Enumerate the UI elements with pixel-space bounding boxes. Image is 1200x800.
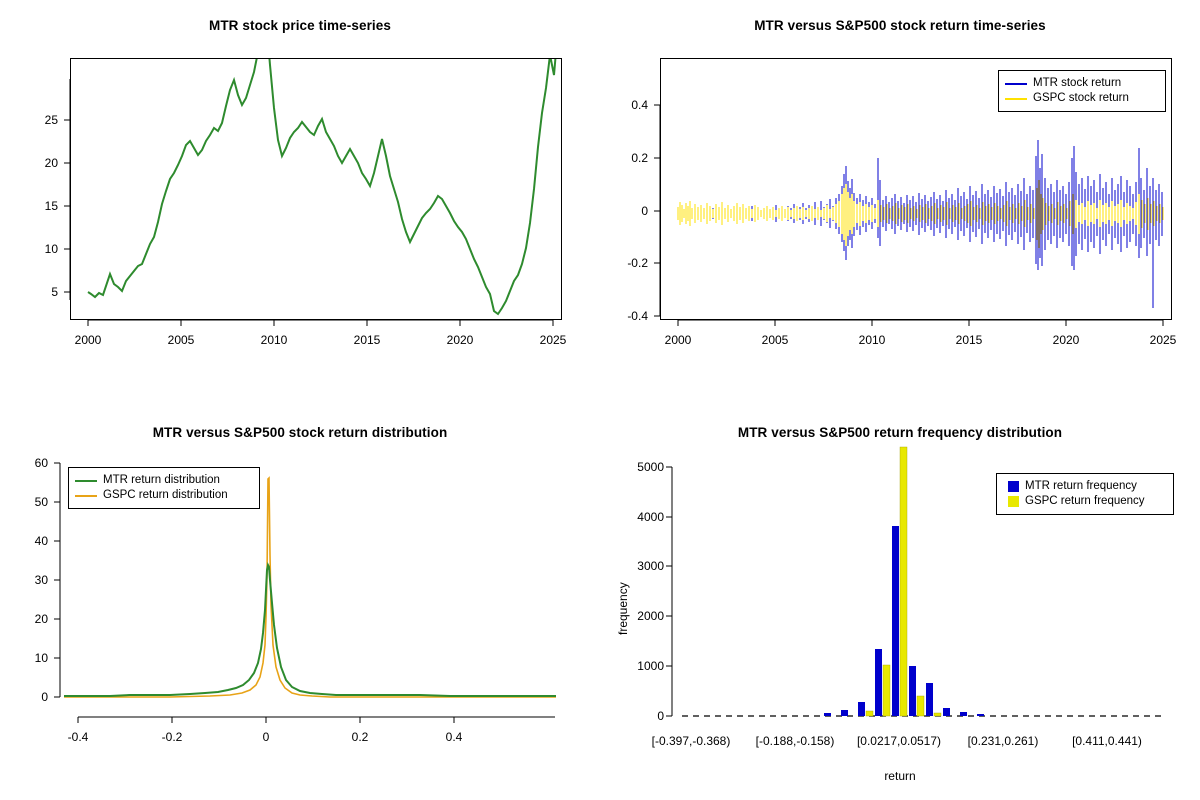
price-xtick-2010: 2010 — [260, 333, 288, 347]
price-ytick-25: 25 — [44, 113, 58, 127]
legend-label-mtr-density: MTR return distribution — [103, 474, 220, 486]
retseries-xtick-2000: 2000 — [664, 333, 692, 347]
density-xtick-02: 0.2 — [351, 730, 369, 744]
density-xtick-m04: -0.4 — [67, 730, 89, 744]
panel-price-series — [0, 8, 600, 398]
gspc-return-spikes — [678, 180, 1163, 248]
price-y-axis — [64, 79, 70, 300]
legend-item-mtr-frequency — [1003, 479, 1166, 494]
frequency-xtick-5: [0.411,0.441) — [1072, 734, 1142, 748]
return-series-legend — [998, 70, 1166, 112]
mtr-density-curve — [64, 565, 556, 696]
return-series-x-axis — [678, 320, 1163, 326]
return-frequency-legend — [996, 473, 1174, 515]
mtr-return-spikes — [678, 140, 1162, 308]
retseries-ytick-m04: -0.4 — [627, 309, 648, 323]
legend-item-gspc-frequency — [1003, 494, 1166, 509]
density-ytick-50: 50 — [34, 495, 48, 509]
panel-return-series — [600, 8, 1200, 398]
density-ytick-10: 10 — [34, 651, 48, 665]
retseries-xtick-2015: 2015 — [955, 333, 983, 347]
frequency-ytick-1000: 1000 — [637, 659, 664, 673]
frequency-xtick-4: [0.231,0.261) — [967, 734, 1039, 748]
legend-swatch-gspc-return — [1005, 98, 1027, 100]
mtr-price-line — [88, 0, 562, 314]
legend-swatch-mtr-return — [1005, 83, 1027, 85]
gspc-density-curve — [64, 478, 556, 697]
retseries-xtick-2010: 2010 — [858, 333, 886, 347]
retseries-xtick-2005: 2005 — [761, 333, 789, 347]
return-density-legend — [68, 467, 260, 509]
price-ytick-20: 20 — [44, 156, 58, 170]
panel-return-series-title: MTR versus S&P500 stock return time-series — [754, 18, 1046, 33]
density-xtick-0: 0 — [262, 730, 270, 744]
price-xtick-2005: 2005 — [167, 333, 195, 347]
return-series-y-axis — [654, 105, 660, 316]
legend-label-gspc-density: GSPC return distribution — [103, 489, 228, 501]
legend-label-gspc-frequency: GSPC return frequency — [1025, 495, 1145, 507]
retseries-xtick-2020: 2020 — [1052, 333, 1080, 347]
legend-swatch-gspc-density — [75, 495, 97, 497]
legend-swatch-mtr-density — [75, 480, 97, 482]
panel-return-frequency — [600, 405, 1200, 800]
frequency-ytick-4000: 4000 — [637, 510, 664, 524]
retseries-ytick-m02: -0.2 — [627, 256, 648, 270]
legend-item-gspc-return — [1005, 91, 1158, 106]
frequency-xtick-1: [-0.397,-0.368) — [651, 734, 731, 748]
frequency-y-axis-title: frequency — [616, 582, 630, 635]
density-ytick-40: 40 — [34, 534, 48, 548]
density-ytick-20: 20 — [34, 612, 48, 626]
legend-item-mtr-density — [75, 473, 252, 488]
frequency-ytick-0: 0 — [657, 709, 664, 723]
price-ytick-15: 15 — [44, 199, 58, 213]
panel-return-frequency-title: MTR versus S&P500 return frequency distribution — [737, 425, 1063, 440]
frequency-x-axis-title: return — [884, 769, 916, 783]
legend-swatch-mtr-frequency — [1008, 481, 1019, 492]
frequency-ytick-5000: 5000 — [637, 460, 664, 474]
panel-return-density-title: MTR versus S&P500 stock return distribution — [152, 425, 448, 440]
retseries-ytick-0: 0 — [641, 204, 648, 218]
density-ytick-0: 0 — [41, 690, 48, 704]
legend-label-mtr-return: MTR stock return — [1033, 77, 1122, 89]
frequency-xtick-2: [-0.188,-0.158) — [755, 734, 835, 748]
retseries-ytick-04: 0.4 — [631, 98, 648, 112]
price-xtick-2000: 2000 — [74, 333, 102, 347]
frequency-ytick-2000: 2000 — [637, 609, 664, 623]
legend-label-mtr-frequency: MTR return frequency — [1025, 480, 1137, 492]
price-ytick-5: 5 — [51, 285, 58, 299]
price-xtick-2015: 2015 — [353, 333, 381, 347]
retseries-xtick-2025: 2025 — [1149, 333, 1177, 347]
retseries-ytick-02: 0.2 — [631, 151, 648, 165]
legend-item-mtr-return — [1005, 76, 1158, 91]
legend-item-gspc-density — [75, 488, 252, 503]
price-x-axis — [88, 320, 553, 326]
density-xtick-m02: -0.2 — [161, 730, 183, 744]
legend-swatch-gspc-frequency — [1008, 496, 1019, 507]
legend-label-gspc-return: GSPC stock return — [1033, 92, 1129, 104]
panel-return-density — [0, 405, 600, 795]
density-ytick-30: 30 — [34, 573, 48, 587]
panel-price-series-title: MTR stock price time-series — [208, 18, 392, 33]
frequency-ytick-3000: 3000 — [637, 559, 664, 573]
price-xtick-2020: 2020 — [446, 333, 474, 347]
frequency-xtick-3: [0.0217,0.0517) — [856, 734, 942, 748]
density-xtick-04: 0.4 — [445, 730, 463, 744]
density-ytick-60: 60 — [34, 456, 48, 470]
price-ytick-10: 10 — [44, 242, 58, 256]
price-xtick-2025: 2025 — [539, 333, 567, 347]
frequency-axes — [666, 467, 672, 716]
